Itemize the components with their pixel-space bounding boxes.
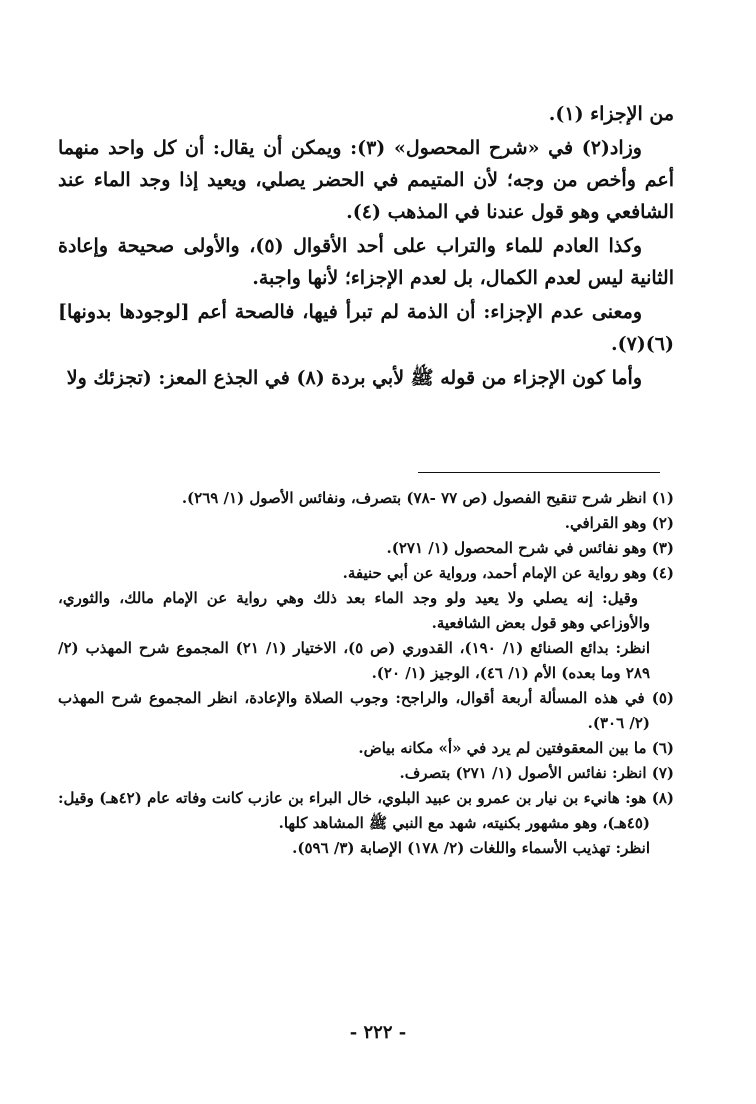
footnote-2: (٢) وهو القرافي. (564, 514, 674, 532)
footnotes (58, 486, 674, 861)
paragraph: وزاد(٢) في «شرح المحصول» (٣): ويمكن أن يقال: أن كل واحد منهما أعم وأخص من وجه؛ لأن المتيمم في الحضر يصلي، ويعيد إذا وجد الماء عند الشافعي وهو قول عندنا في المذهب (٤). (58, 137, 674, 223)
footnote-5: (٥) في هذه المسألة أربعة أقوال، والراجح: وجوب الصلاة والإعادة، انظر المجموع شرح المهذب (٢/ ٣٠٦). (58, 689, 674, 732)
footnote-separator (418, 472, 660, 473)
footnote-8: (٨) هو: هانيء بن نيار بن عمرو بن عبيد البلوي، خال البراء بن عازب كانت وفاته عام (٤٢هـ) وقيل: (٤٥هـ)، وهو مشهور بكنيته، شهد مع النبي ﷺ المشاهد كلها. (58, 789, 674, 832)
page-number: - ٢٢٢ - (349, 1022, 407, 1043)
footnote-4: (٤) وهو رواية عن الإمام أحمد، ورواية عن أبي حنيفة. (342, 564, 674, 582)
footnote-1: (١) انظر شرح تنقيح الفصول (ص ٧٧ -٧٨) بتصرف، ونفائس الأصول (١/ ٢٦٩). (181, 489, 674, 507)
footnote-7: (٧) انظر: نفائس الأصول (١/ ٢٧١) بتصرف. (399, 764, 674, 782)
footnote-8-references: انظر: تهذيب الأسماء واللغات (٢/ ١٧٨) الإصابة (٣/ ٥٩٦). (292, 839, 650, 857)
footnote-4-continuation: وقيل: إنه يصلي ولا يعيد ولو وجد الماء بعد ذلك وهي رواية عن الإمام مالك، والثوري، والأوزاعي وهو قول بعض الشافعية. (58, 589, 650, 632)
footnote-4-references: انظر: بدائع الصنائع (١/ ١٩٠)، القدوري (ص ٥)، الاختيار (١/ ٢١) المجموع شرح المهذب (٢/ ٢٨٩ وما بعده) الأم (١/ ٤٦)، الوجيز (١/ ٢٠). (58, 639, 651, 682)
main-text (58, 98, 674, 396)
paragraph: وكذا العادم للماء والتراب على أحد الأقوال (٥)، والأولى صحيحة وإعادة الثانية ليس لعدم الكمال، بل لعدم الإجزاء؛ لأنها واجبة. (58, 235, 674, 289)
footnote-3: (٣) وهو نفائس في شرح المحصول (١/ ٢٧١). (386, 539, 674, 557)
paragraph: ومعنى عدم الإجزاء: أن الذمة لم تبرأ فيها، فالصحة أعم [لوجودها بدونها](٦)(٧). (58, 301, 674, 355)
paragraph: وأما كون الإجزاء من قوله ﷺ لأبي بردة (٨) في الجذع المعز: (تجزئك ولا (66, 367, 642, 389)
paragraph: من الإجزاء (١). (548, 103, 674, 125)
footnote-6: (٦) ما بين المعقوفتين لم يرد في «أ» مكانه بياض. (358, 739, 674, 757)
